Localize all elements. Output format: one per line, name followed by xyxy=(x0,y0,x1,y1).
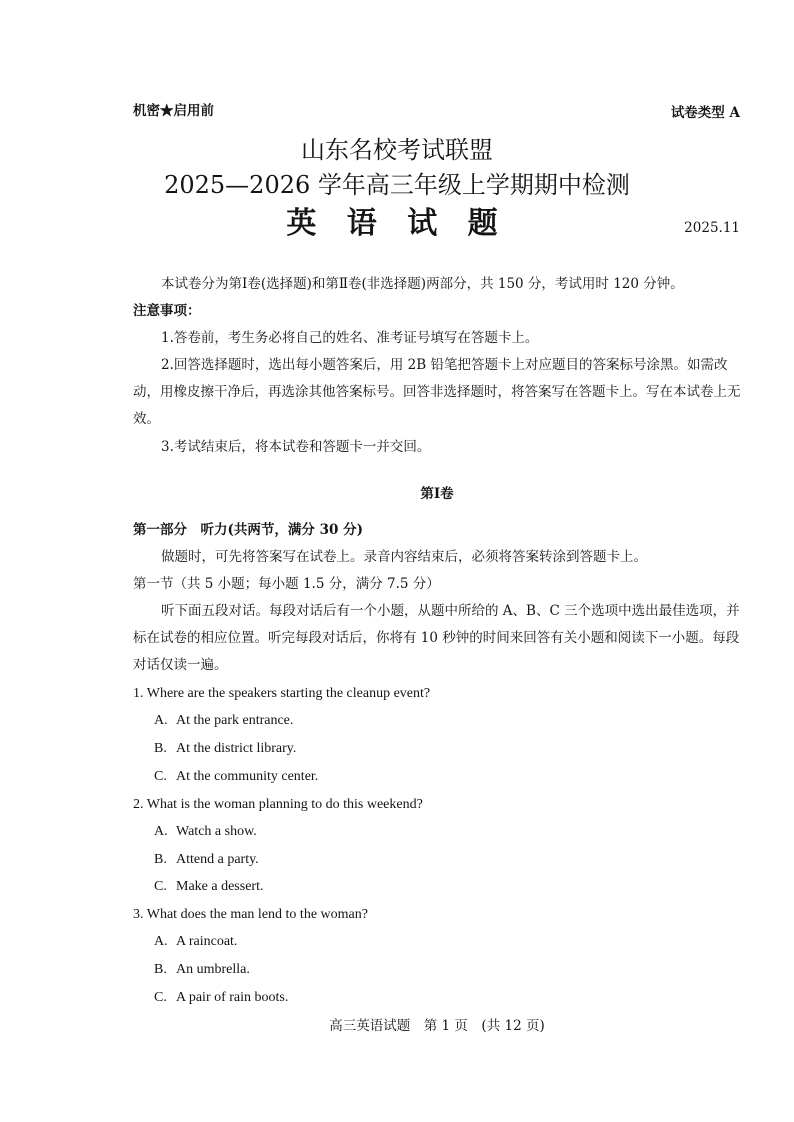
note-1: 1.答卷前，考生务必将自己的姓名、准考证号填写在答题卡上。 xyxy=(161,330,539,346)
question-3-option-b xyxy=(154,962,250,978)
question-3-stem: 3. What does the man lend to the woman? xyxy=(133,907,368,922)
option-text: An umbrella. xyxy=(176,962,250,977)
exam-date: 2025.11 xyxy=(684,220,740,236)
question-2-option-b xyxy=(154,852,259,868)
option-letter: B. xyxy=(154,852,167,867)
paper-type-label: 试卷类型 A xyxy=(670,105,740,121)
option-letter: A. xyxy=(154,934,168,949)
option-letter: C. xyxy=(154,879,167,894)
question-1-stem: 1. Where are the speakers starting the cleanup event? xyxy=(133,686,431,701)
subject-title: 英 语 试 题 xyxy=(286,206,508,241)
option-text: At the community center. xyxy=(176,769,319,784)
part1-heading: 第一部分 听力(共两节，满分 30 分) xyxy=(133,522,363,538)
option-text: A raincoat. xyxy=(176,934,238,949)
question-2-stem: 2. What is the woman planning to do this weekend? xyxy=(133,797,423,812)
exam-org-title: 山东名校考试联盟 xyxy=(301,136,493,164)
option-letter: A. xyxy=(154,713,168,728)
section1-instruction: 听下面五段对话。每段对话后有一个小题，从题中所给的 A、B、C 三个选项中选出最佳选项，并标在试卷的相应位置。听完每段对话后，你将有 10 秒钟的时间来回答有关小题和阅读下一小题。每段对话仅读一遍。 xyxy=(133,603,740,673)
option-letter: B. xyxy=(154,962,167,977)
option-text: Attend a party. xyxy=(176,852,259,867)
option-text: At the park entrance. xyxy=(176,713,294,728)
notes-heading: 注意事项： xyxy=(133,303,201,319)
option-text: Make a dessert. xyxy=(176,879,264,894)
question-1-option-a xyxy=(154,713,293,729)
intro-text: 本试卷分为第Ⅰ卷(选择题)和第Ⅱ卷(非选择题)两部分，共 150 分，考试用时 120 分钟。 xyxy=(161,276,684,292)
question-2-option-a xyxy=(154,824,257,840)
question-3-option-c xyxy=(154,990,288,1006)
page-footer: 高三英语试题 第 1 页 (共 12 页) xyxy=(329,1018,545,1034)
exam-title: 2025—2026 学年高三年级上学期期中检测 xyxy=(164,171,630,199)
option-text: Watch a show. xyxy=(176,824,257,839)
option-text: A pair of rain boots. xyxy=(176,990,289,1005)
option-letter: C. xyxy=(154,990,167,1005)
question-1-option-c xyxy=(154,769,318,785)
section1-heading: 第一节（共 5 小题；每小题 1.5 分，满分 7.5 分） xyxy=(133,576,440,592)
question-3-option-a xyxy=(154,934,237,950)
question-1-option-b xyxy=(154,741,296,757)
note-3: 3.考试结束后，将本试卷和答题卡一并交回。 xyxy=(161,439,431,455)
part1-instruction: 做题时，可先将答案写在试卷上。录音内容结束后，必须将答案转涂到答题卡上。 xyxy=(161,549,647,565)
note-2: 2.回答选择题时，选出每小题答案后，用 2B 铅笔把答题卡上对应题目的答案标号涂黑。如需改动，用橡皮擦干净后，再选涂其他答案标号。回答非选择题时，将答案写在答题卡上。写在本试卷上无效。 xyxy=(133,357,741,427)
question-2-option-c xyxy=(154,879,263,895)
option-letter: C. xyxy=(154,769,167,784)
option-letter: A. xyxy=(154,824,168,839)
option-letter: B. xyxy=(154,741,167,756)
option-text: At the district library. xyxy=(176,741,297,756)
confidential-label: 机密★启用前 xyxy=(133,103,214,119)
volume-title: 第Ⅰ卷 xyxy=(420,486,454,502)
